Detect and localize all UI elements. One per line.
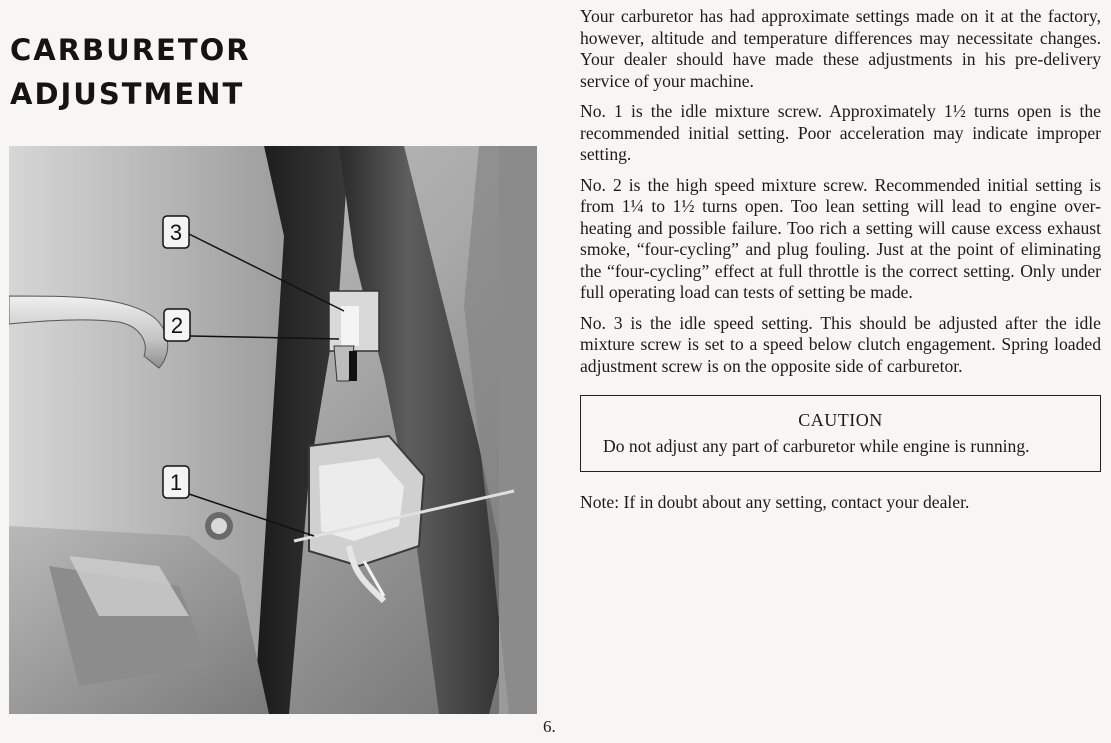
carburetor-photo xyxy=(9,146,537,714)
idle-mixture-paragraph: No. 1 is the idle mixture screw. Approximately 1½ turns open is the recommended initial setting. Poor acceleration may indicate improper setting. xyxy=(580,101,1101,164)
caution-text: Do not adjust any part of carburetor while engine is running. xyxy=(603,435,1030,456)
idle-speed-paragraph: No. 3 is the idle speed setting. This should be adjusted after the idle mixture screw is set to a speed below clutch engagement. Spring loaded adjustment screw is on the opposite side of carburetor. xyxy=(580,312,1101,376)
callout-1-label: 1 xyxy=(169,470,183,495)
callout-3-label: 3 xyxy=(169,220,183,245)
note-paragraph: Note: If in doubt about any setting, contact your dealer. xyxy=(580,492,970,512)
caution-title: CAUTION xyxy=(798,410,883,430)
page-title xyxy=(10,28,251,116)
title-line-1: CARBURETOR xyxy=(10,33,251,67)
title-line-2: ADJUSTMENT xyxy=(10,77,245,111)
right-column xyxy=(580,6,1101,523)
intro-paragraph: Your carburetor has had approximate settings made on it at the factory, however, altitude and temperature differences may necessitate changes. Your dealer should have made these adjustments in his pre-delivery service of your machine. xyxy=(580,6,1101,91)
callout-2-label: 2 xyxy=(170,313,184,338)
caution-box xyxy=(580,395,1101,472)
page-number: 6. xyxy=(543,717,556,736)
high-speed-mixture-paragraph: No. 2 is the high speed mixture screw. Recommended initial setting is from 1¼ to 1½ turns open. Too lean setting will lead to engine over-heating and possible failure. Too rich a setting will cause excess exhaust smoke, “four-cycling” and plug fouling. Just at the point of eliminating the “four-cycling” effect at full throttle is the correct setting. Only under full operating load can tests of setting be made. xyxy=(580,174,1101,302)
